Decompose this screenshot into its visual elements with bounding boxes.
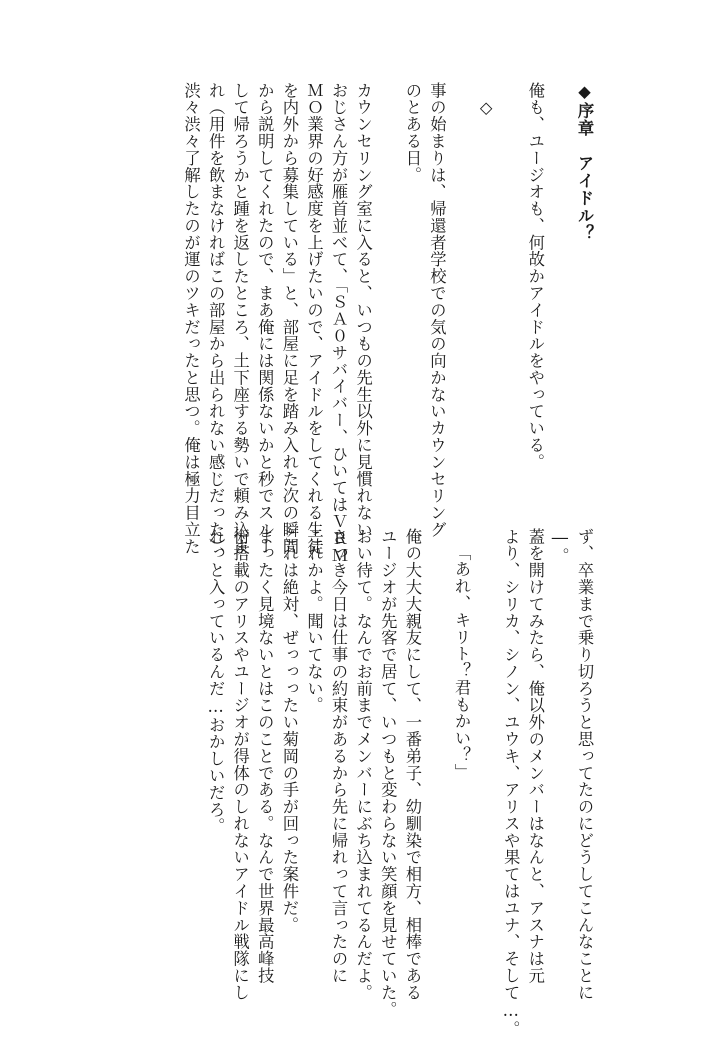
dialogue-line: 「あれ、キリト？君もかい？」	[452, 544, 472, 781]
scene-break-mark: ◇	[476, 98, 496, 118]
text-line: まったく見境ないとはこのことである。なんで世界最高峰技	[255, 528, 275, 985]
lower-text-block	[203, 528, 597, 1037]
text-line: 蓋を開けてみたら、俺以外のメンバーはなんと、アスナは元	[525, 528, 545, 985]
text-line: のとある日。	[402, 82, 422, 184]
text-line: 俺も、ユージオも、何故かアイドルをやっている。	[525, 82, 545, 471]
chapter-heading: ◆序章 アイドル？	[575, 82, 594, 243]
text-line: ＭＯ業界の好感度を上げたいので、アイドルをしてくれる生徒	[304, 82, 324, 555]
upper-text-block	[178, 82, 596, 564]
text-line: 渋々渋々了解したのが運のツキだったと思つ。俺は極力目立た	[181, 82, 201, 555]
text-line: して帰ろうかと踵を返したところ、土下座する勢いで頼み込ま	[230, 82, 250, 555]
text-line: これかよ。聞いてない。	[304, 528, 324, 714]
text-line: れっと入っているんだ…おかしいだろ。	[206, 528, 226, 835]
text-line: さっき今日は仕事の約束があるから先に帰れって言ったのに	[329, 528, 349, 985]
text-line: ―。	[550, 528, 570, 565]
text-line: より、シリカ、シノン、ユウキ、アリスや果てはユナ、そして…。	[501, 528, 521, 1037]
text-line: ユージオが先客で居て、いつもと変わらない笑顔を見せていた。	[378, 528, 398, 1018]
text-line: 事の始まりは、帰還者学校での気の向かないカウンセリング	[427, 82, 447, 539]
text-line: おい待て。なんでお前までメンバーにぶち込まれてるんだよ。	[353, 528, 373, 1001]
text-line: 術搭載のアリスやユージオが得体のしれないアイドル戦隊にし	[230, 528, 250, 1001]
text-line: おじさん方が雁首並べて、「ＳＡ０サバイバー、ひいてはＶＲＭ	[329, 82, 349, 564]
text-line: ず、卒業まで乗り切ろうと思ってたのにどうしてこんなことに	[575, 528, 594, 1001]
text-line: カウンセリング室に入ると、いつもの先生以外に見慣れない	[353, 82, 373, 539]
blank-line	[498, 82, 523, 502]
blank-line	[375, 82, 400, 502]
blank-line	[424, 528, 449, 953]
blank-line	[473, 528, 498, 953]
blank-line	[547, 82, 572, 502]
text-line: これは絶対、ぜっっったい菊岡の手が回った案件だ。	[279, 528, 299, 934]
text-line: から説明してくれたので、まあ俺には関係ないかと秒でスルー	[255, 82, 275, 555]
text-line: れ（用件を飲まなければこの部屋から出られない感じだった）、	[206, 82, 226, 564]
text-line: を内外から募集している」と、部屋に足を踏み入れた次の瞬間	[279, 82, 299, 555]
text-line: 俺の大大大親友にして、一番弟子、幼馴染で相方、相棒である	[402, 528, 422, 1001]
blank-line	[448, 82, 473, 502]
